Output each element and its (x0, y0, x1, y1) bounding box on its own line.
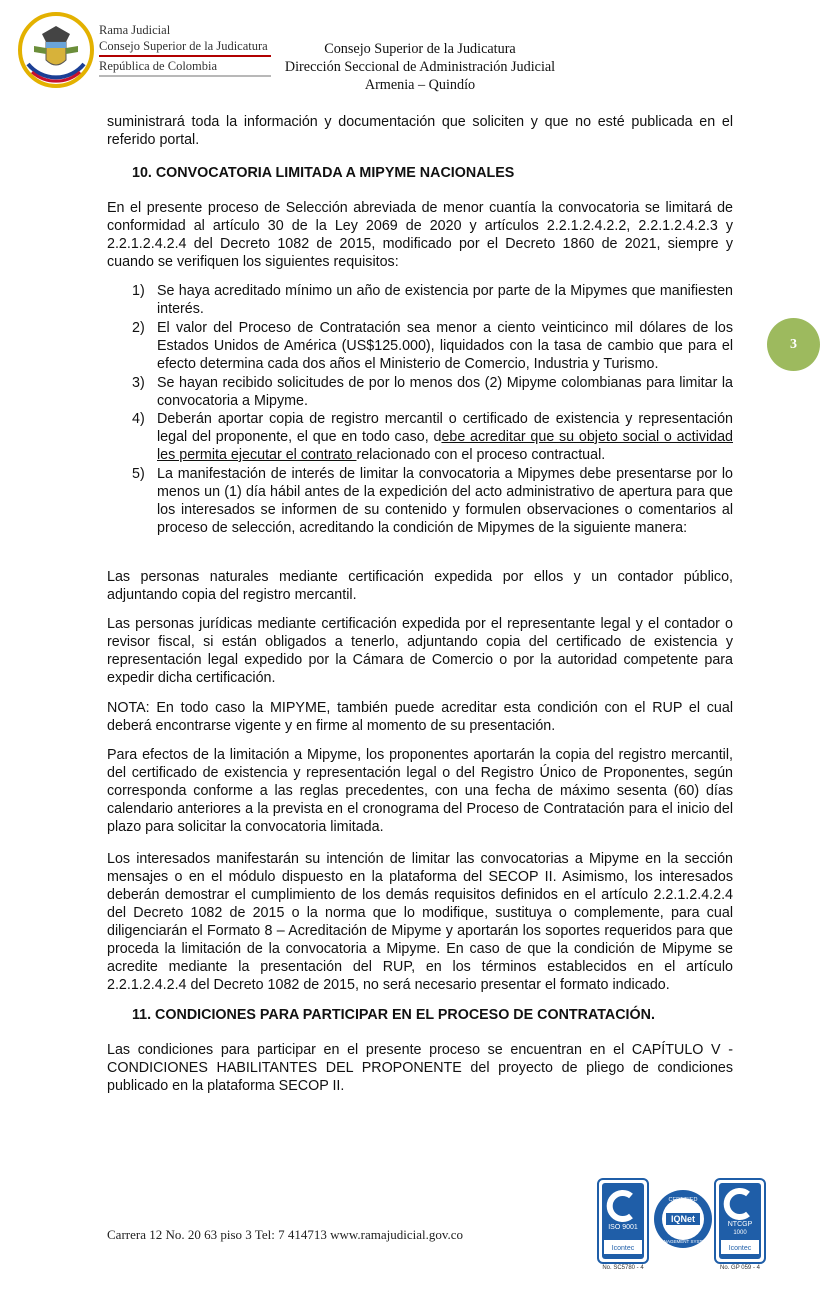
list-number: 5) (132, 466, 145, 482)
iqnet-cert-logo (652, 1188, 714, 1250)
header-rule-secondary (99, 75, 271, 77)
cert2-bottom: MANAGEMENT SYSTEM (657, 1239, 709, 1244)
ntcgp-1000-cert-logo (714, 1178, 766, 1264)
paragraph-interested-parties: Los interesados manifestarán su intención de limitar las convocatorias a Mipyme en la sección mensajes o en el módulo dispuesto en la plataforma del SECOP II. Asimismo, los interesados deberán demostrar el cumplimiento de los demás requisitos definidos en el artículo 2.2.1.2.4.2.4 del Decreto 1082 de 2015 o la norma que lo modifique, sustituya o complemente, para cual diligenciarán el Formato 8 – Acreditación de Mipyme y aportarán los soportes requeridos para que proceda la limitación de la convocatoria a Mipyme. En caso de que la condición de Mipyme se acredite mediante la presentación del RUP, en los términos establecidos en el artículo 2.2.1.2.4.2.4 del Decreto 1082 de 2015, no será necesario presentar el formato indicado. (107, 851, 733, 993)
paragraph-limitation: Para efectos de la limitación a Mipyme, los proponentes aportarán la copia del registro mercantil, del certificado de existencia y representación legal o del Registro Único de Proponentes, según corresponda conforme a las reglas precedentes, con una fecha de máximo sesenta (60) días calendario anteriores a la prevista en el cronograma del Proceso de Contratación para el inicio del plazo para solicitar la convocatoria limitada. (107, 747, 733, 835)
header-center-line-1: Consejo Superior de la Judicatura (324, 41, 516, 57)
org-line-3: República de Colombia (99, 59, 218, 73)
list-number: 3) (132, 375, 145, 391)
list-text (157, 410, 733, 464)
cert2-top: CERTIFIED (668, 1197, 698, 1203)
paragraph-legal-persons: Las personas jurídicas mediante certificación expedida por el representante legal y el contador o revisor fiscal, si están obligados a tenerlo, adjuntando copia del certificado de existencia y representación legal expedido por la Cámara de Comercio o por la autoridad competente para expedir dicha certificación. (107, 616, 733, 686)
list-number: 4) (132, 411, 145, 427)
underlined-text: ebe acreditar que su objeto social o actividad les permita ejecutar el contrato (157, 429, 733, 463)
header-center-line-3: Armenia – Quindío (364, 77, 476, 93)
list-text-part: Deberán aportar copia de registro mercantil o certificado de existencia y representación legal del proponente, el que en todo caso, d (157, 411, 733, 445)
colombia-coat-of-arms-logo (18, 12, 94, 88)
paragraph-selection-process: En el presente proceso de Selección abreviada de menor cuantía la convocatoria se limitará de conformidad al artículo 30 de la Ley 2069 de 2020 y artículos 2.2.1.2.4.2.2, 2.2.1.2.4.2.3 y 2.2.1.2.4.2.4 del Decreto 1082 de 2015, modificado por el Decreto 1860 de 2021, siempre y cuando se verifiquen los siguientes requisitos: (107, 200, 733, 270)
section-10-heading: 10. CONVOCATORIA LIMITADA A MIPYME NACIONALES (132, 165, 515, 181)
header-center (255, 40, 585, 94)
page-number-badge: 3 (767, 318, 820, 371)
list-text: Se hayan recibido solicitudes de por lo menos dos (2) Mipyme colombianas para limitar la convocatoria a Mipyme. (157, 375, 733, 409)
cert3-brand: Icontec (728, 1245, 752, 1252)
cert1-name: ISO 9001 (608, 1224, 638, 1231)
footer-address: Carrera 12 No. 20 63 piso 3 Tel: 7 414713 www.ramajudicial.gov.co (107, 1227, 464, 1242)
cert3-year: 1000 (733, 1230, 747, 1236)
header-rule (99, 55, 271, 57)
list-number: 2) (132, 320, 145, 336)
list-text-part: relacionado con el proceso contractual. (356, 447, 606, 463)
list-text: Se haya acreditado mínimo un año de existencia por parte de la Mipymes que manifiesten interés. (157, 283, 733, 317)
list-text: La manifestación de interés de limitar la convocatoria a Mipymes debe presentarse por lo menos un (1) día hábil antes de la expedición del acto administrativo de apertura para que los interesados se informen de su contenido y formulen observaciones o comentarios al proceso de selección, acreditando la condición de Mipymes de la siguiente manera: (157, 466, 733, 536)
org-line-1: Rama Judicial (99, 23, 171, 37)
cert3-name: NTCGP (727, 1221, 753, 1228)
section-11-heading: 11. CONDICIONES PARA PARTICIPAR EN EL PROCESO DE CONTRATACIÓN. (132, 1007, 655, 1023)
iso-9001-cert-logo (597, 1178, 649, 1264)
list-number: 1) (132, 283, 145, 299)
cert2-name: IQNet (670, 1214, 696, 1224)
org-line-2: Consejo Superior de la Judicatura (99, 39, 268, 53)
list-text: El valor del Proceso de Contratación sea menor a ciento veinticinco mil dólares de los Estados Unidos de América (US$125.000), liquidados con la tasa de cambio que para el efecto determina cada dos años el Ministerio de Comercio, Industria y Turismo. (157, 320, 733, 372)
paragraph-conditions: Las condiciones para participar en el presente proceso se encuentran en el CAPÍTULO V - CONDICIONES HABILITANTES DEL PROPONENTE del proyecto de pliego de condiciones publicado en la plataforma SECOP II. (107, 1042, 733, 1094)
cert3-code: No. GP 059 - 4 (720, 1265, 760, 1271)
org-block (99, 22, 268, 74)
intro-paragraph: suministrará toda la información y documentación que soliciten y que no esté publicada en el referido portal. (107, 114, 733, 148)
paragraph-note: NOTA: En todo caso la MIPYME, también puede acreditar esta condición con el RUP el cual deberá encontrarse vigente y en firme al momento de su presentación. (107, 700, 733, 734)
cert1-brand: Icontec (611, 1245, 635, 1252)
paragraph-natural-persons: Las personas naturales mediante certificación expedida por ellos y un contador público, adjuntando copia del registro mercantil. (107, 569, 733, 603)
header-center-line-2: Dirección Seccional de Administración Judicial (284, 59, 556, 75)
cert1-code: No. SC5780 - 4 (602, 1265, 644, 1271)
